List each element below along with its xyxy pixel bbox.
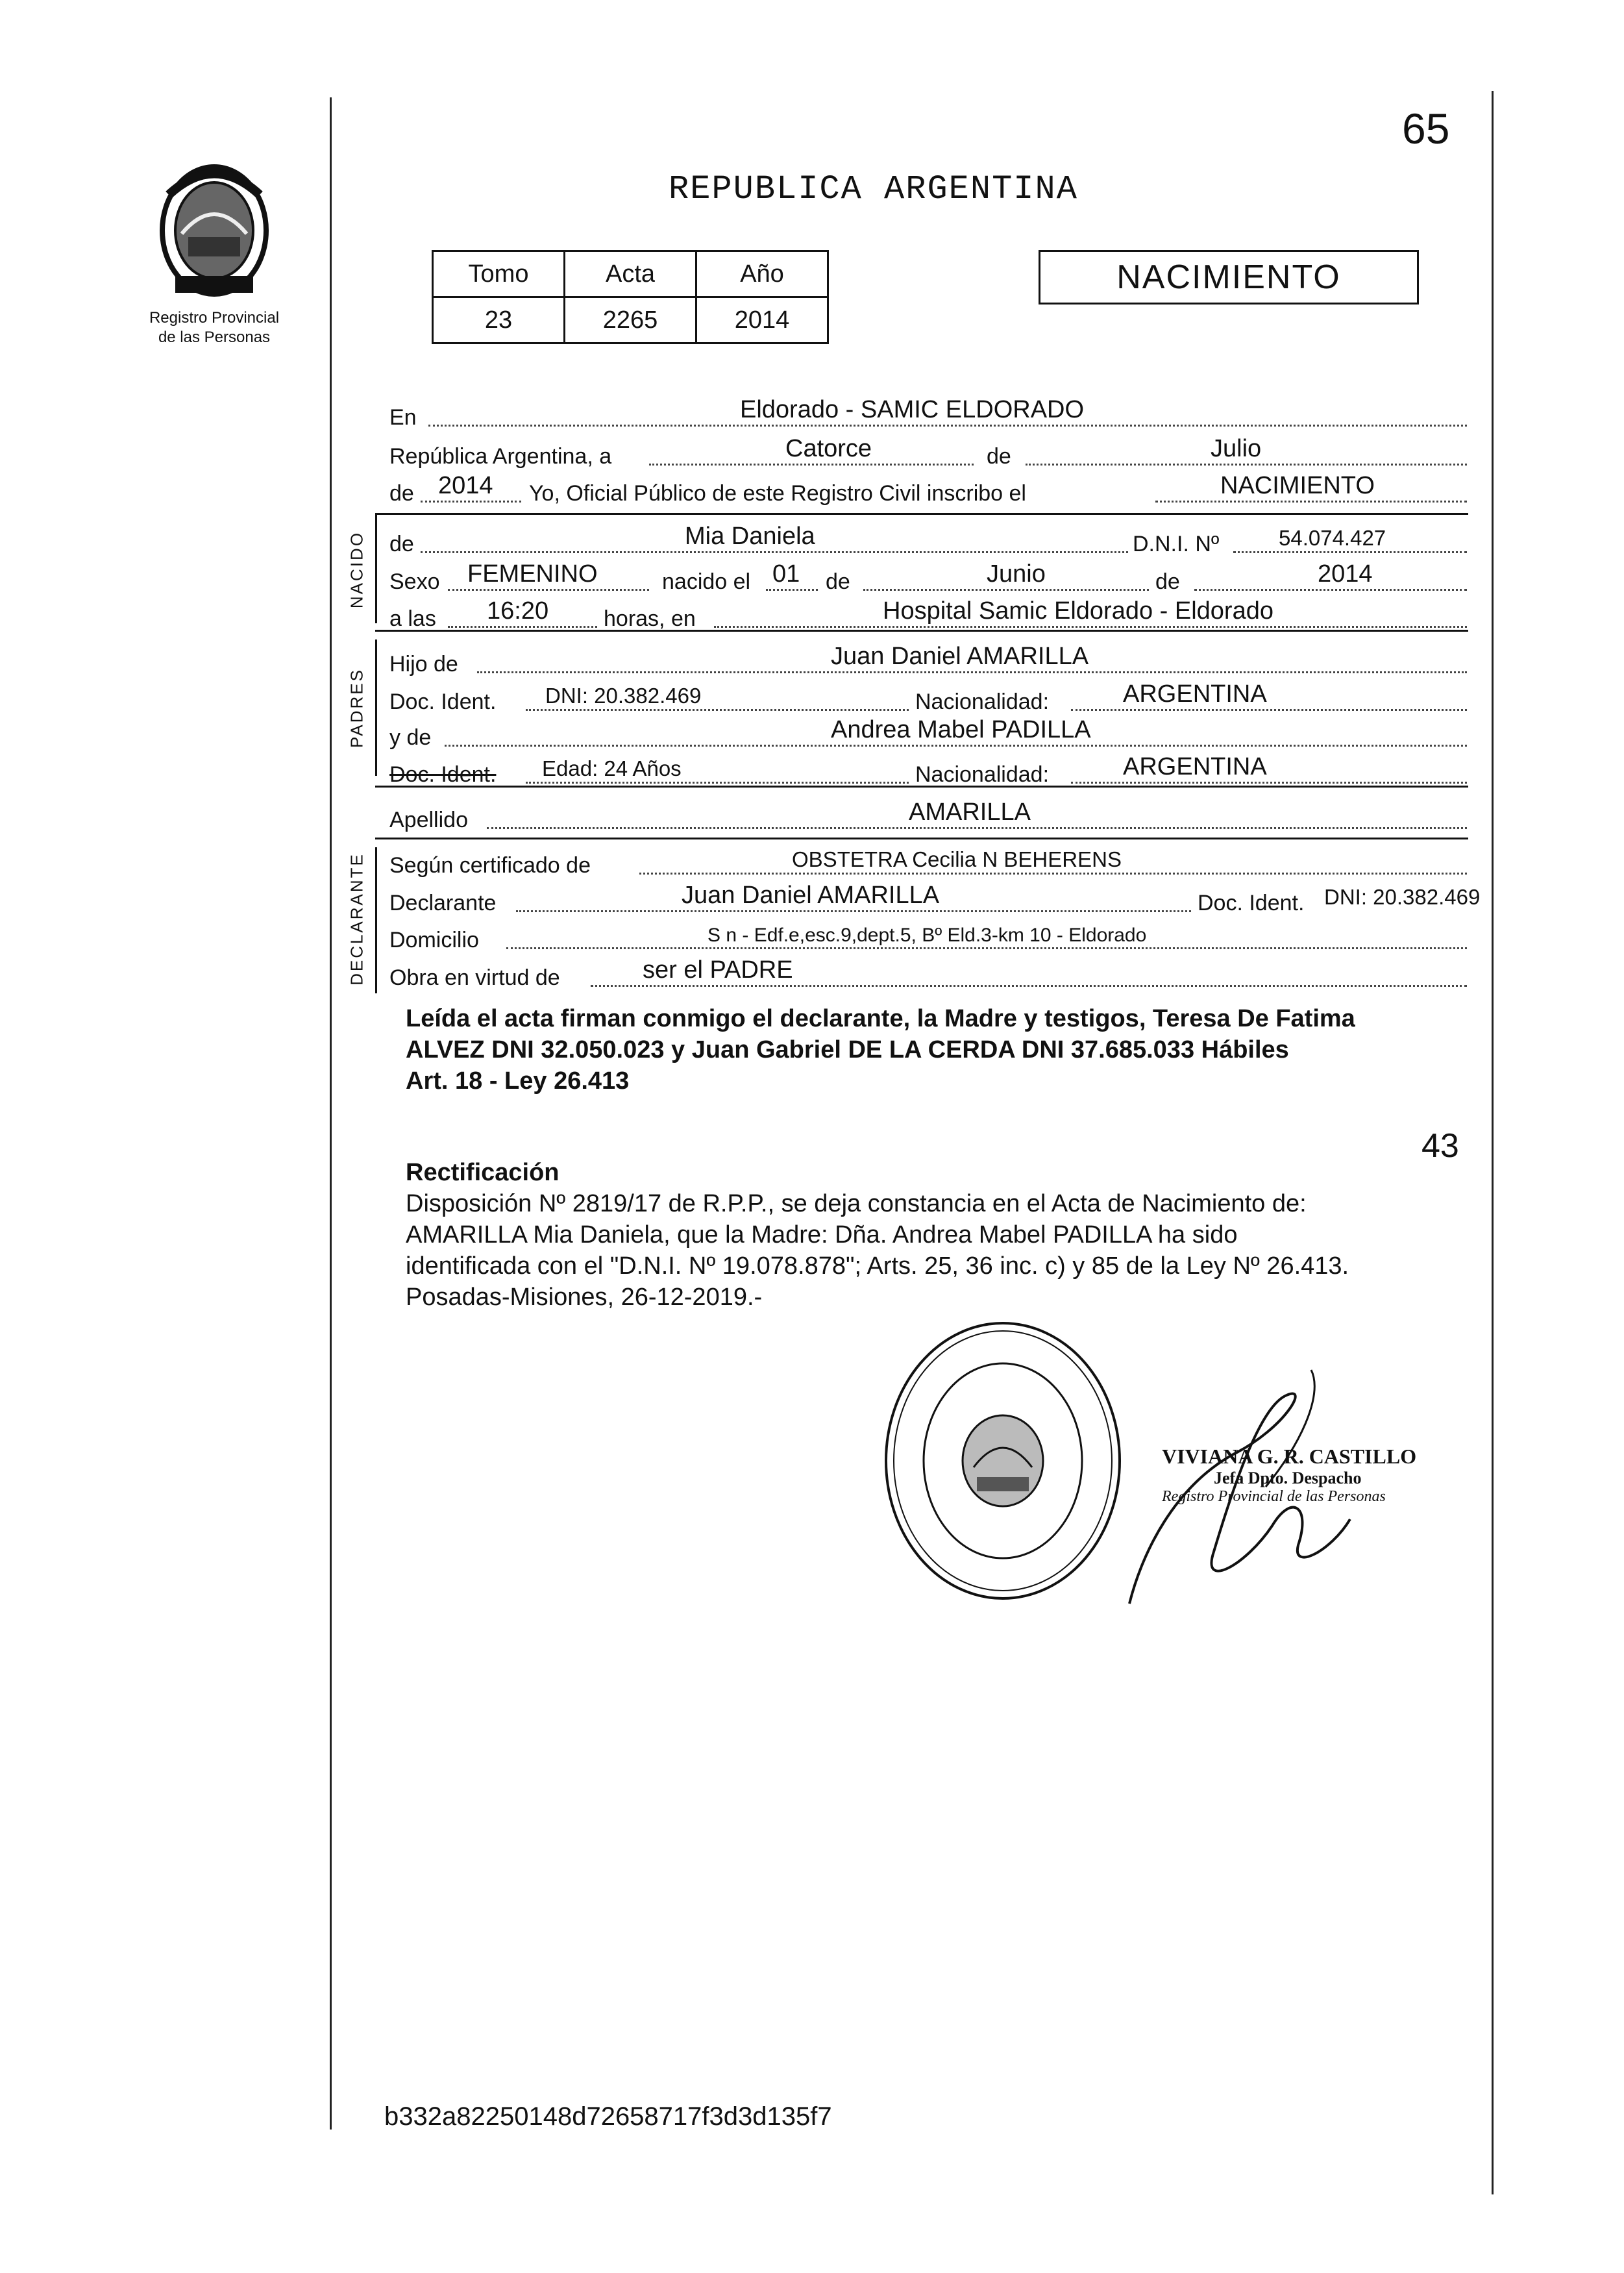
province-logo [149, 156, 279, 305]
year-value: 2014 [438, 472, 493, 499]
hora-value: 16:20 [487, 597, 549, 625]
de4-label: de [826, 569, 850, 594]
madre-dots [445, 745, 1467, 747]
margin-number: 43 [1421, 1127, 1459, 1165]
day-value: Catorce [785, 435, 872, 462]
en-dots [428, 425, 1467, 427]
declarante-section-label: DECLARANTE [347, 852, 367, 986]
logo-caption-line2: de las Personas [158, 329, 271, 346]
row-apellido [389, 795, 1467, 833]
y-de-label: y de [389, 725, 432, 750]
padre-dots [477, 671, 1467, 673]
dni-value: 54.074.427 [1279, 526, 1386, 550]
padre-nac-dots [1071, 709, 1467, 711]
domicilio-value: S n - Edf.e,esc.9,dept.5, Bº Eld.3-km 10 - Eldorado [707, 925, 1147, 946]
left-margin-line [330, 97, 332, 2130]
document-hash: b332a82250148d72658717f3d3d135f7 [384, 2102, 832, 2131]
obra-value: ser el PADRE [643, 956, 793, 984]
segun-value: OBSTETRA Cecilia N BEHERENS [792, 847, 1122, 871]
birth-day-dots [766, 589, 818, 591]
signatory-block [1162, 1445, 1416, 1506]
logo-caption [123, 308, 305, 347]
en-value: Eldorado - SAMIC ELDORADO [740, 396, 1085, 423]
row-declarante [389, 878, 1481, 916]
declarante-value: Juan Daniel AMARILLA [682, 882, 940, 909]
republica-label: República Argentina, a [389, 444, 612, 469]
signatory-office: Registro Provincial de las Personas [1162, 1488, 1386, 1505]
firma-paragraph [406, 1003, 1477, 1097]
row-madre [389, 713, 1467, 751]
declarante-dots [516, 910, 1191, 912]
en-label: En [389, 405, 417, 430]
rectificacion-line-4: Posadas-Misiones, 26-12-2019.- [406, 1284, 763, 1311]
madre-doc: Edad: 24 Años [542, 756, 682, 780]
sexo-dots [448, 589, 649, 591]
inscribo-label: Yo, Oficial Público de este Registro Civil inscribo el [529, 481, 1026, 506]
sexo-value: FEMENINO [467, 560, 598, 588]
acta-table-header-row [433, 251, 828, 297]
madre-doc-dots [526, 782, 909, 784]
row-sexo [389, 557, 1467, 595]
separator-4 [375, 838, 1468, 839]
firma-line-3: Art. 18 - Ley 26.413 [406, 1067, 630, 1095]
birth-month-dots [863, 589, 1149, 591]
padre-value: Juan Daniel AMARILLA [831, 643, 1089, 670]
row-en [389, 393, 1467, 430]
page-number: 65 [1402, 105, 1450, 153]
row-madre-doc [389, 750, 1467, 788]
declarante-doc: DNI: 20.382.469 [1324, 885, 1481, 909]
rectificacion-line-2: AMARILLA Mia Daniela, que la Madre: Dña. Andrea Mabel PADILLA ha sido [406, 1221, 1238, 1248]
de2-label: de [389, 481, 414, 506]
official-stamp-icon [880, 1318, 1126, 1604]
row-padre-doc [389, 677, 1467, 715]
padres-bracket [375, 640, 377, 776]
acta-header-tomo: Tomo [433, 251, 565, 297]
doc-ident-struck-label: Doc. Ident. [389, 762, 497, 787]
domicilio-dots [506, 947, 1467, 949]
separator-2 [375, 630, 1468, 632]
de-label: de [987, 444, 1011, 469]
row-domicilio [389, 915, 1467, 953]
nacido-section-label: NACIDO [347, 530, 367, 609]
padres-section-label: PADRES [347, 668, 367, 748]
declarante-bracket [375, 847, 377, 993]
row-hora [389, 594, 1467, 632]
doc-ident-label: Doc. Ident. [389, 689, 497, 714]
birth-year: 2014 [1318, 560, 1373, 588]
de3-label: de [389, 532, 414, 556]
acta-value-ano: 2014 [696, 297, 828, 343]
right-margin-line [1492, 91, 1494, 2194]
day-dots [649, 464, 974, 466]
padre-doc: DNI: 20.382.469 [545, 684, 702, 708]
hijo-de-label: Hijo de [389, 652, 458, 677]
rectificacion-line-1: Disposición Nº 2819/17 de R.P.P., se deja constancia en el Acta de Nacimiento de: [406, 1190, 1307, 1217]
de5-label: de [1155, 569, 1180, 594]
official-stamp [880, 1318, 1126, 1604]
row-padre [389, 640, 1467, 677]
row-year [389, 469, 1467, 506]
acta-value-acta: 2265 [565, 297, 696, 343]
row-nombre [389, 519, 1467, 557]
nacionalidad-label: Nacionalidad: [915, 689, 1050, 714]
apellido-label: Apellido [389, 808, 468, 832]
dni-label: D.N.I. Nº [1133, 532, 1220, 556]
lugar-dots [714, 626, 1467, 628]
year-dots [421, 501, 521, 503]
madre-nac: ARGENTINA [1123, 753, 1267, 780]
sexo-label: Sexo [389, 569, 440, 594]
signatory-role: Jefa Dpto. Despacho [1214, 1469, 1362, 1487]
nacido-bracket [375, 513, 377, 623]
padre-nac: ARGENTINA [1123, 680, 1267, 708]
month-value: Julio [1211, 435, 1262, 462]
domicilio-label: Domicilio [389, 928, 479, 952]
madre-value: Andrea Mabel PADILLA [831, 716, 1091, 743]
madre-nac-dots [1071, 782, 1467, 784]
hora-dots [448, 626, 597, 628]
birth-month: Junio [987, 560, 1046, 588]
dni-dots [1233, 551, 1467, 553]
acta-value-tomo: 23 [433, 297, 565, 343]
birth-year-dots [1194, 589, 1467, 591]
lugar-value: Hospital Samic Eldorado - Eldorado [883, 597, 1273, 625]
birth-day: 01 [772, 560, 800, 588]
rectificacion-line-3: identificada con el "D.N.I. Nº 19.078.878"; Arts. 25, 36 inc. c) y 85 de la Ley Nº 26.413. [406, 1252, 1349, 1280]
obra-label: Obra en virtud de [389, 965, 560, 990]
declarante-label: Declarante [389, 891, 497, 915]
firma-line-1: Leída el acta firman conmigo el declarante, la Madre y testigos, Teresa De Fatima [406, 1005, 1355, 1032]
obra-dots [591, 985, 1467, 987]
segun-label: Según certificado de [389, 853, 591, 878]
signatory-name: VIVIANA G. R. CASTILLO [1162, 1445, 1417, 1468]
acta-table [432, 250, 829, 344]
separator-1 [375, 513, 1468, 515]
nacido-el-label: nacido el [662, 569, 751, 594]
row-republica [389, 432, 1467, 469]
doc-ident2-label: Doc. Ident. [1198, 891, 1305, 915]
month-dots [1026, 464, 1467, 466]
document-title: REPUBLICA ARGENTINA [669, 170, 1078, 208]
acta-table-value-row [433, 297, 828, 343]
inscribo-dots [1155, 501, 1467, 503]
horas-en-label: horas, en [604, 606, 696, 631]
logo-caption-line1: Registro Provincial [149, 309, 280, 327]
firma-line-2: ALVEZ DNI 32.050.023 y Juan Gabriel DE LA CERDA DNI 37.685.033 Hábiles [406, 1036, 1289, 1063]
rectificacion-heading: Rectificación [406, 1159, 560, 1186]
row-segun [389, 841, 1467, 878]
province-seal-icon [149, 156, 279, 305]
nacionalidad2-label: Nacionalidad: [915, 762, 1050, 787]
acta-header-ano: Año [696, 251, 828, 297]
a-las-label: a las [389, 606, 436, 631]
acta-header-acta: Acta [565, 251, 696, 297]
row-obra [389, 953, 1467, 991]
padre-doc-dots [526, 709, 909, 711]
apellido-dots [487, 827, 1467, 829]
rectificacion-block [406, 1157, 1483, 1313]
apellido-value: AMARILLA [909, 799, 1031, 826]
record-type-box: NACIMIENTO [1039, 250, 1419, 304]
inscribo-value: NACIMIENTO [1220, 472, 1375, 499]
separator-3 [375, 786, 1468, 788]
name-dots [421, 551, 1128, 553]
segun-dots [639, 873, 1467, 875]
name-value: Mia Daniela [685, 523, 815, 550]
